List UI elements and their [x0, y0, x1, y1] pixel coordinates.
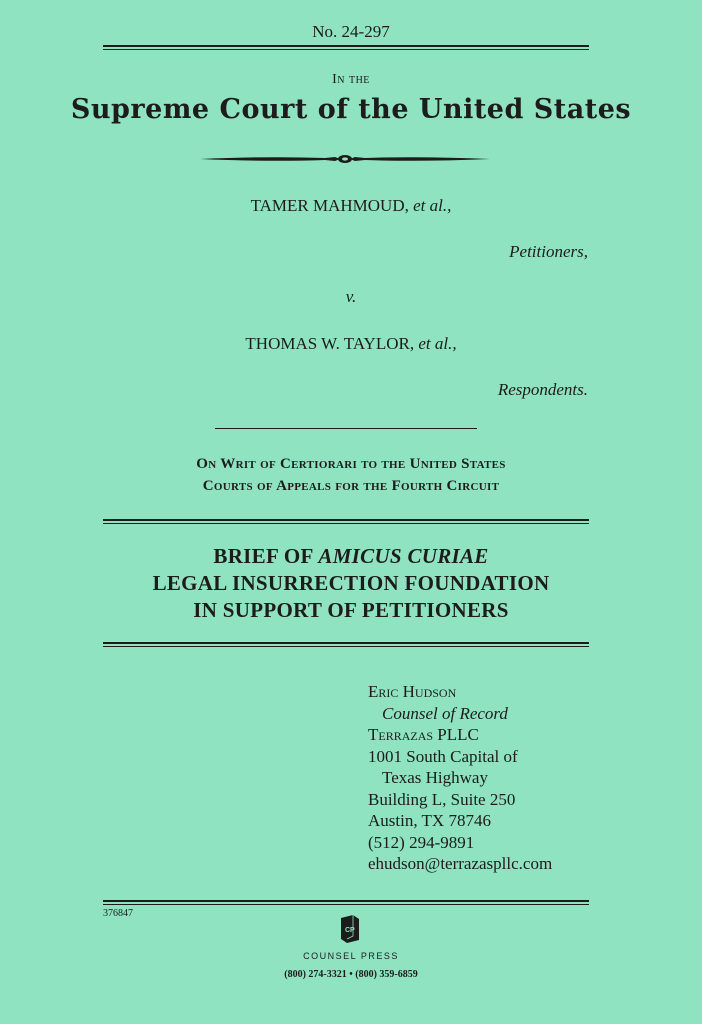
brief-title-line-3: IN SUPPORT OF PETITIONERS: [193, 598, 509, 622]
short-rule: [215, 428, 477, 429]
court-prefix: In the: [332, 72, 370, 87]
petitioner-role: Petitioners,: [509, 242, 588, 261]
brief-title-line-2: LEGAL INSURRECTION FOUNDATION: [152, 571, 550, 595]
svg-text:CP: CP: [345, 927, 355, 934]
brief-title-amicus: AMICUS CURIAE: [318, 544, 489, 568]
counsel-address-1: 1001 South Capital of: [368, 746, 518, 766]
brief-title-line-1: [0, 543, 702, 570]
writ-line-1: On Writ of Certiorari to the United States: [196, 456, 506, 472]
bottom-double-rule: [103, 900, 589, 905]
respondent-line: [0, 334, 702, 354]
respondent-et-al: et al.,: [418, 334, 457, 353]
petitioner-line: [0, 196, 702, 216]
writ-line-2: Courts of Appeals for the Fourth Circuit: [202, 478, 500, 494]
press-phones: (800) 274-3321 • (800) 359-6859: [284, 969, 418, 980]
counsel-address-4: Austin, TX 78746: [368, 811, 491, 830]
counsel-title: Counsel of Record: [382, 703, 508, 723]
counsel-firm: Terrazas PLLC: [368, 725, 479, 744]
counsel-phone: (512) 294-9891: [368, 832, 475, 852]
counsel-press-logo: [338, 914, 362, 944]
document-id: 376847: [103, 908, 133, 919]
counsel-address-3: Building L, Suite 250: [368, 789, 516, 809]
writ-statement: [0, 453, 702, 497]
respondent-name: THOMAS W. TAYLOR,: [245, 334, 415, 353]
versus: v.: [345, 287, 357, 306]
petitioner-et-al: et al.,: [413, 196, 452, 215]
petitioner-name: TAMER MAHMOUD,: [250, 196, 409, 215]
brief-title: [0, 543, 702, 624]
top-double-rule: [103, 45, 589, 50]
counsel-email: ehudson@terrazaspllc.com: [368, 854, 553, 873]
lower-double-rule: [103, 642, 589, 647]
middle-double-rule: [103, 519, 589, 524]
ornament-divider: [200, 153, 490, 165]
counsel-block: [368, 681, 552, 875]
press-name: COUNSEL PRESS: [303, 951, 399, 961]
respondent-role: Respondents.: [497, 380, 588, 399]
counsel-name: Eric Hudson: [368, 682, 457, 701]
docket-number: No. 24-297: [312, 22, 390, 41]
brief-title-prefix: BRIEF OF: [213, 544, 313, 568]
court-name: Supreme Court of the United States: [70, 94, 632, 125]
counsel-address-2: Texas Highway: [382, 768, 488, 787]
